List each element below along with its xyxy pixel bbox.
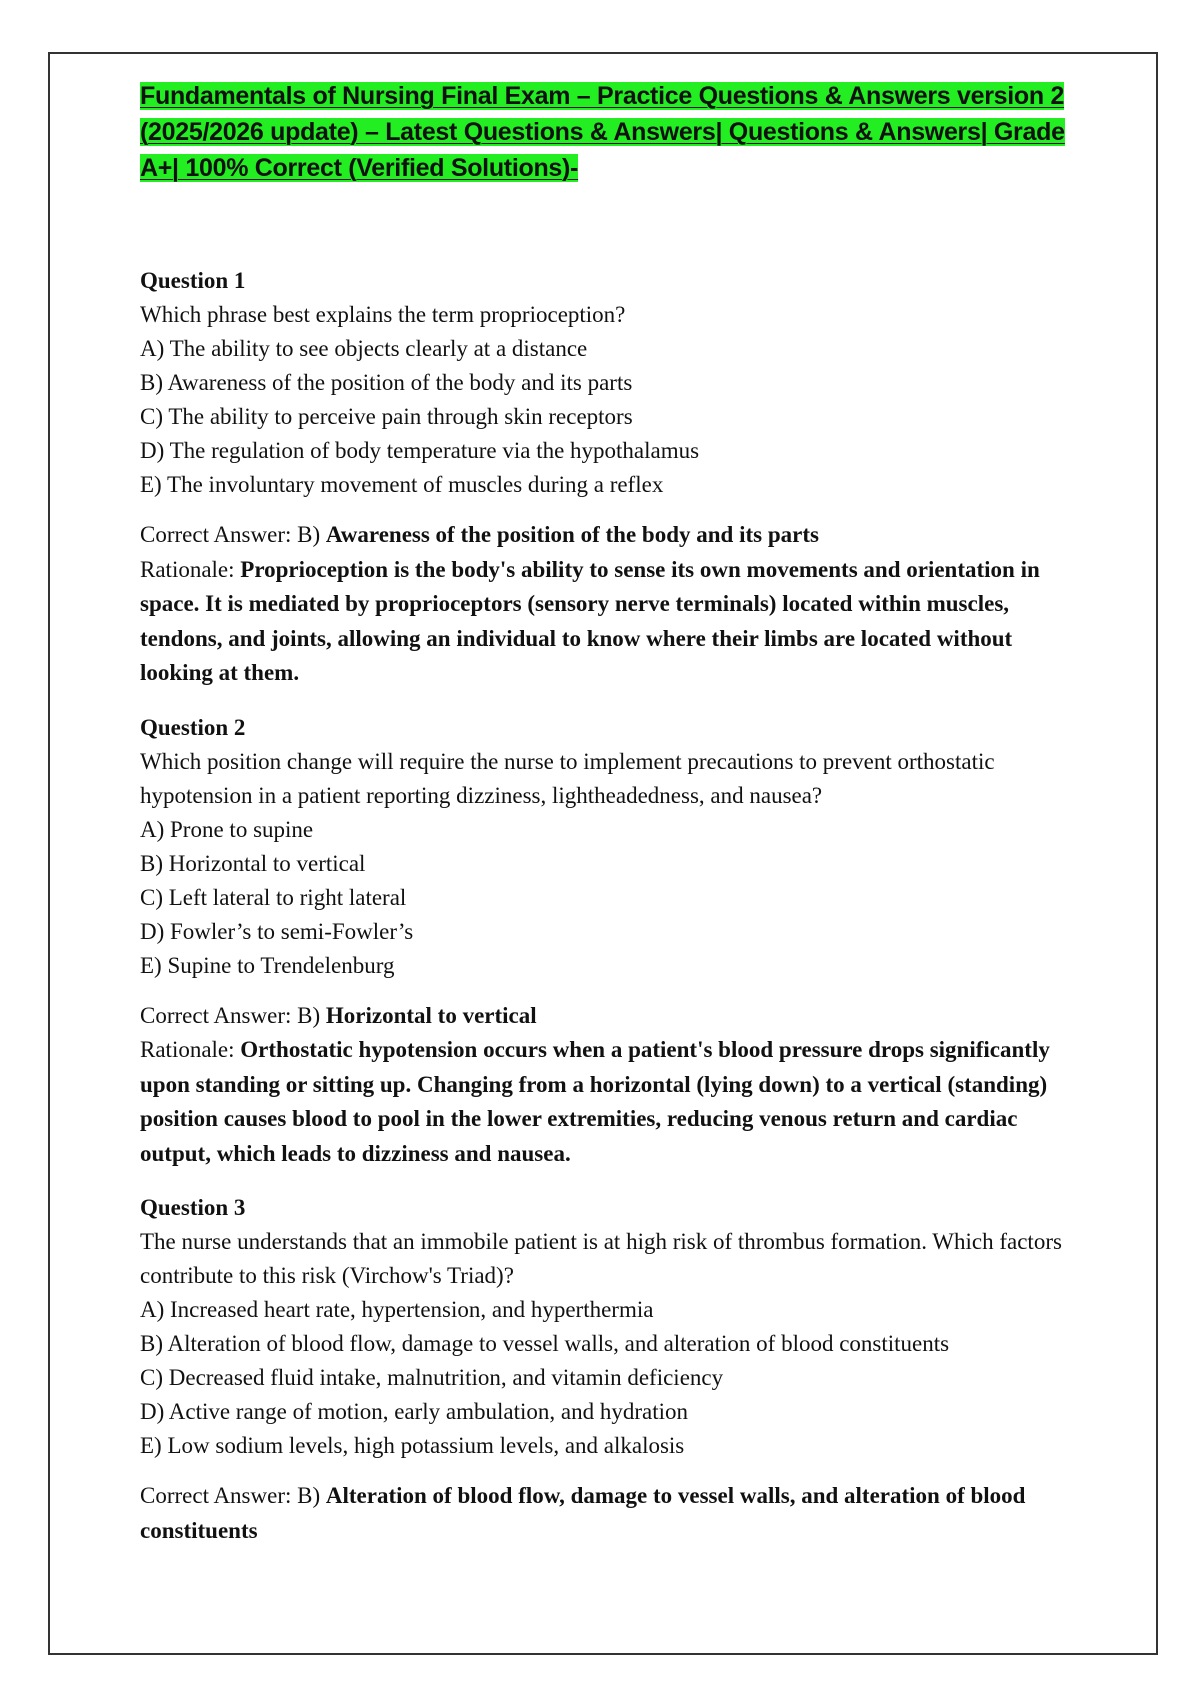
answer-option: B) Awareness of the position of the body and its parts — [140, 370, 633, 395]
answer-option: A) Increased heart rate, hypertension, and hyperthermia — [140, 1297, 654, 1322]
answer-option: C) Decreased fluid intake, malnutrition, and vitamin deficiency — [140, 1365, 724, 1390]
correct-answer — [140, 1479, 1070, 1548]
question-3 — [140, 1191, 1070, 1548]
document-content — [140, 78, 1070, 1568]
question-label: Question 1 — [140, 268, 246, 293]
rationale-prefix: Rationale: — [140, 1037, 241, 1062]
answer-option: D) Fowler’s to semi-Fowler’s — [140, 918, 414, 944]
answer-option: B) Alteration of blood flow, damage to vessel walls, and alteration of blood constituents — [140, 1331, 950, 1356]
rationale — [140, 1033, 1070, 1171]
question-label: Question 3 — [140, 1195, 246, 1220]
rationale-text: Proprioception is the body's ability to sense its own movements and orientation in space. It is mediated by proprioceptors (sensory nerve terminals) located within muscles, tendons, and joints, allowing an individual to know where their limbs are located without looking at them. — [140, 556, 1040, 685]
answer-option: B) Horizontal to vertical — [140, 850, 366, 876]
question-label: Question 2 — [140, 714, 246, 740]
answer-block — [140, 999, 1070, 1172]
answer-option: D) Active range of motion, early ambulation, and hydration — [140, 1399, 689, 1424]
question-stem: Which phrase best explains the term proprioception? — [140, 302, 626, 327]
rationale-text: Orthostatic hypotension occurs when a patient's blood pressure drops significantly upon standing or sitting up. Changing from a horizontal (lying down) to a vertical (standing) position causes blood to pool in the lower extremities, reducing venous return and cardiac output, which leads to dizziness and nausea. — [140, 1037, 1050, 1166]
correct-answer-prefix: Correct Answer: B) — [140, 522, 326, 547]
correct-answer-prefix: Correct Answer: B) — [140, 1002, 326, 1028]
rationale-prefix: Rationale: — [140, 556, 241, 582]
answer-option: E) Supine to Trendelenburg — [140, 952, 395, 978]
document-title-text: Fundamentals of Nursing Final Exam – Practice Questions & Answers version 2 (2025/2026 update) – Latest Questions & Answers| Questions & Answers| Grade A+| 100% Correct (Verified Solutions)- — [140, 82, 1065, 182]
answer-option: A) The ability to see objects clearly at a distance — [140, 336, 588, 361]
question-stem: The nurse understands that an immobile patient is at high risk of thrombus formation. Which factors contribute to this risk (Virchow's Triad)? — [140, 1229, 1062, 1288]
answer-block — [140, 1479, 1070, 1548]
correct-answer — [140, 518, 1070, 553]
correct-answer-prefix: Correct Answer: B) — [140, 1483, 326, 1508]
answer-option: E) The involuntary movement of muscles during a reflex — [140, 472, 664, 497]
answer-option: C) The ability to perceive pain through skin receptors — [140, 404, 633, 429]
answer-block — [140, 518, 1070, 691]
answer-option: C) Left lateral to right lateral — [140, 884, 407, 910]
rationale — [140, 553, 1070, 691]
correct-answer-text: Horizontal to vertical — [325, 1002, 537, 1028]
document-title — [140, 78, 1070, 186]
correct-answer-text: Awareness of the position of the body and its parts — [325, 522, 819, 547]
correct-answer — [140, 999, 1070, 1034]
question-1 — [140, 264, 1070, 691]
answer-option: E) Low sodium levels, high potassium levels, and alkalosis — [140, 1433, 685, 1458]
answer-option: D) The regulation of body temperature via the hypothalamus — [140, 438, 700, 463]
correct-answer-text: Alteration of blood flow, damage to vessel walls, and alteration of blood constituents — [140, 1483, 1026, 1543]
question-stem: Which position change will require the nurse to implement precautions to prevent orthostatic hypotension in a patient reporting dizziness, lightheadedness, and nausea? — [140, 748, 995, 808]
answer-option: A) Prone to supine — [140, 816, 314, 842]
question-2 — [140, 711, 1070, 1172]
